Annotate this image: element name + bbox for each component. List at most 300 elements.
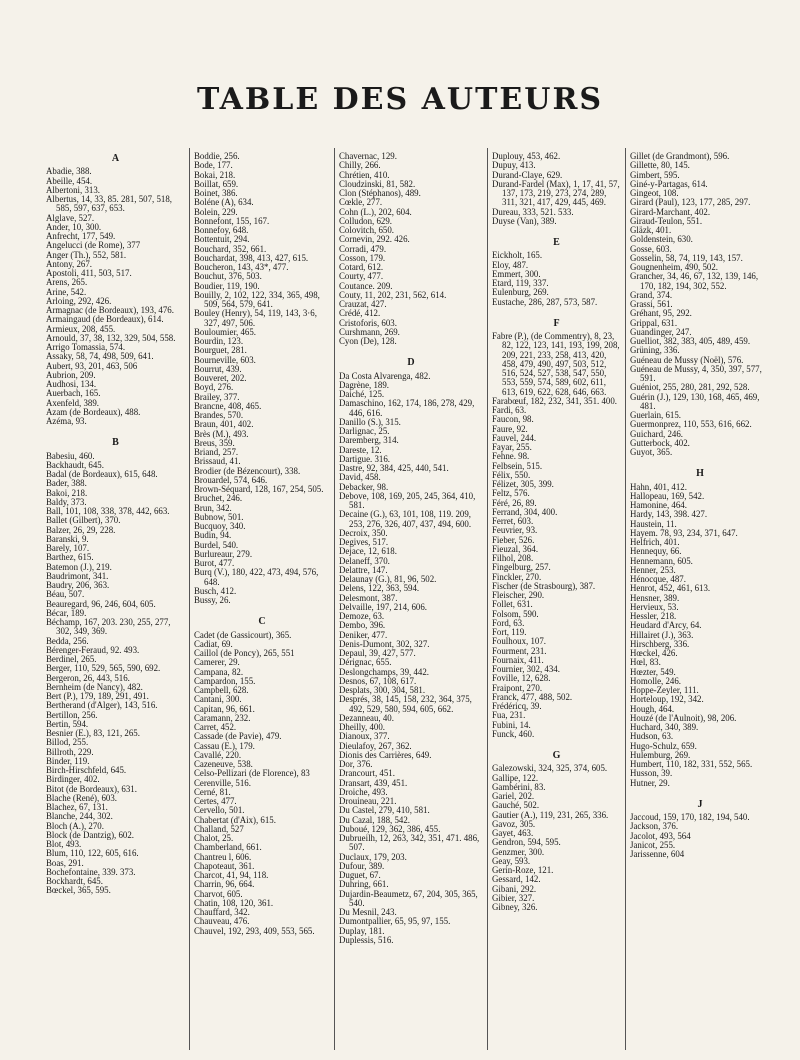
author-entry: Bonnefoy, 648. xyxy=(194,225,249,235)
author-entry: Azéma, 93. xyxy=(46,416,87,426)
author-entry: Ball, 101, 108, 338, 378, 442, 663. xyxy=(46,506,170,516)
author-entry: Auerbach, 165. xyxy=(46,388,101,399)
author-entry: Gavoz, 305. xyxy=(492,818,536,829)
author-entry: Genzmer, 300. xyxy=(492,846,545,857)
author-entry: Apostoli, 411, 503, 517. xyxy=(46,268,132,278)
author-entry: Crédé, 412. xyxy=(339,308,381,319)
author-entry: David, 458. xyxy=(339,472,381,483)
index-column-4 xyxy=(492,152,621,1052)
author-entry: Folsom, 590. xyxy=(492,608,539,619)
author-entry: Breus, 359. xyxy=(194,437,235,448)
author-entry: Courty, 477. xyxy=(339,271,384,282)
author-entry: Bécar, 189. xyxy=(46,607,87,618)
page-title: TABLE DES AUTEURS xyxy=(196,82,604,117)
author-entry: Colovitch, 650. xyxy=(339,225,394,235)
author-entry: Dupuy, 413. xyxy=(492,160,536,171)
author-entry: Bouchut, 376, 503. xyxy=(194,271,262,282)
author-entry: Depaul, 39, 427, 577. xyxy=(339,648,416,658)
author-entry: Gibier, 327. xyxy=(492,892,535,903)
author-entry: Delesmont, 387. xyxy=(339,592,398,603)
author-entry: Boinet, 386. xyxy=(194,188,238,198)
author-entry: Guichard, 246. xyxy=(630,428,683,439)
author-entry: Certes, 477. xyxy=(194,796,237,806)
author-entry: Brodier (de Bézencourt), 338. xyxy=(194,465,301,476)
author-entry: Cerenville, 516. xyxy=(194,777,251,788)
author-entry: Hensner, 389. xyxy=(630,592,680,603)
author-entry: Grand, 374. xyxy=(630,289,673,300)
author-entry: Boucheron, 143, 43*, 477. xyxy=(194,262,289,272)
author-entry: Guérin (J.), 129, 130, 168, 465, 469, 481. xyxy=(630,391,760,411)
author-entry: Gambérini, 83. xyxy=(492,781,546,792)
author-entry: Delattre, 147. xyxy=(339,564,388,575)
author-entry: Gayet, 463. xyxy=(492,828,534,838)
author-entry: Guandinger, 247. xyxy=(630,326,692,337)
author-entry: Franck, 477, 488, 502. xyxy=(492,691,573,702)
author-entry: Bakoi, 218. xyxy=(46,487,88,498)
author-entry: Gosse, 603. xyxy=(630,243,672,254)
author-entry: Faure, 92. xyxy=(492,423,528,434)
author-entry: Gréhant, 95, 292. xyxy=(630,308,692,319)
author-entry: Heudard d'Arcy, 64. xyxy=(630,620,702,631)
author-entry: Armieux, 208, 455. xyxy=(46,323,116,334)
author-entry: Baudrimont, 341. xyxy=(46,570,109,581)
author-entry: Barthez, 615. xyxy=(46,552,94,563)
author-entry: Busch, 412. xyxy=(194,585,237,596)
author-entry: Bœckel, 365, 595. xyxy=(46,885,111,896)
index-column-2 xyxy=(194,152,330,1052)
author-entry: Gillette, 80, 145. xyxy=(630,160,690,171)
author-entry: Giraud-Teulon, 551. xyxy=(630,215,703,226)
author-entry: Gingeot, 108. xyxy=(630,188,679,198)
author-entry: Arrigo Tomassia, 574. xyxy=(46,342,126,352)
author-entry: Anfrecht, 177, 549. xyxy=(46,231,116,241)
author-entry: Husson, 39. xyxy=(630,768,673,779)
author-entry: Blanche, 244, 302. xyxy=(46,811,113,822)
author-entry: Bolein, 229. xyxy=(194,206,238,217)
author-entry: Budin, 94. xyxy=(194,530,232,541)
author-entry: Cotard, 612. xyxy=(339,262,384,272)
author-entry: Bruchet, 246. xyxy=(194,493,243,504)
author-entry: Boillat, 659. xyxy=(194,178,239,189)
author-entry: Bouloumier, 465. xyxy=(194,326,257,337)
author-entry: Hirschberg, 336. xyxy=(630,638,690,649)
author-entry: Birch-Hirschfeld, 645. xyxy=(46,765,127,775)
author-entry: Dumontpallier, 65, 95, 97, 155. xyxy=(339,916,451,927)
author-entry: Bertillon, 256. xyxy=(46,709,98,720)
author-entry: Filhol, 208. xyxy=(492,553,534,563)
author-entry: Bergeron, 26, 443, 516. xyxy=(46,672,130,683)
author-entry: Gerin-Roze, 121. xyxy=(492,865,554,875)
author-entry: Funck, 460. xyxy=(492,728,535,739)
author-entry: Campbell, 628. xyxy=(194,685,249,695)
author-entry: Chavernac, 129. xyxy=(339,152,397,161)
author-entry: Degives, 517. xyxy=(339,537,389,547)
author-entry: Delaneff, 370. xyxy=(339,555,390,566)
author-entry: Huchard, 340, 389. xyxy=(630,722,699,732)
author-entry: Gallipe, 122. xyxy=(492,772,539,783)
author-entry: Dianoux, 377. xyxy=(339,731,390,742)
author-entry: Bockhardt, 645. xyxy=(46,876,103,886)
author-entry: Brissaud, 41. xyxy=(194,456,241,467)
author-entry: Bouilly, 2, 102, 122, 334, 365, 498, 509, 564, 579, 641. xyxy=(194,289,320,309)
author-entry: Chauvel, 192, 293, 409, 553, 565. xyxy=(194,925,315,936)
letter-heading: C xyxy=(258,616,266,628)
author-entry: Drouineau, 221. xyxy=(339,796,397,806)
author-entry: Fischer (de Strasbourg), 387. xyxy=(492,580,596,591)
author-entry: Anger (Th.), 552, 581. xyxy=(46,249,127,260)
author-entry: Jaccoud, 159, 170, 182, 194, 540. xyxy=(630,812,750,822)
author-entry: Danillo (S.), 315. xyxy=(339,416,401,427)
author-entry: Boudier, 119, 190. xyxy=(194,280,260,291)
author-entry: Du Castel, 279, 410, 581. xyxy=(339,805,430,816)
author-entry: Cantani, 300. xyxy=(194,694,242,705)
author-entry: Hessler, 218. xyxy=(630,611,677,621)
author-entry: Delvaille, 197, 214, 606. xyxy=(339,601,427,612)
author-entry: Fabre (P.), (de Commentry), 8, 23, 82, 122, 123, 141, 193, 199, 208, 209, 221, 233, 258, 413, 420, 458, 479, 490, 497, 503, 512, 516, 524, 527, 538, 547, 550, 553, 559, 574, 589, 602, 611, 613, 619, 622, 628, 646, 663. xyxy=(492,331,620,397)
author-entry: Dransart, 439, 451. xyxy=(339,777,408,788)
author-entry: Feltz, 576. xyxy=(492,488,530,499)
author-entry: Cazeneuve, 538. xyxy=(194,759,253,769)
author-entry: Guelliot, 382, 383, 405, 489, 459. xyxy=(630,336,751,346)
author-entry: Albertoni, 313. xyxy=(46,184,100,195)
author-entry: Finckler, 270. xyxy=(492,571,542,582)
author-entry: Hudson, 63. xyxy=(630,731,674,742)
author-entry: Burot, 477. xyxy=(194,558,235,568)
author-entry: Dionis des Carrières, 649. xyxy=(339,749,432,760)
author-entry: Bussy, 26. xyxy=(194,595,231,605)
author-entry: Gosselin, 58, 74, 119, 143, 157. xyxy=(630,252,743,263)
author-entry: Chamberland, 661. xyxy=(194,842,262,853)
author-entry: Fua, 231. xyxy=(492,710,526,721)
author-entry: Dor, 376. xyxy=(339,759,373,769)
author-entry: Gutterbock, 402. xyxy=(630,437,690,448)
author-entry: Assaky, 58, 74, 498, 509, 641. xyxy=(46,351,154,362)
index-column-3 xyxy=(339,152,483,1052)
author-entry: Bertherand (d'Alger), 143, 516. xyxy=(46,700,158,711)
letter-heading: J xyxy=(697,798,703,810)
author-entry: Fournier, 302, 434. xyxy=(492,664,560,674)
author-entry: Fayar, 255. xyxy=(492,442,532,452)
author-entry: Decroix, 350. xyxy=(339,527,388,538)
author-entry: Armagnac (de Bordeaux), 193, 476. xyxy=(46,305,174,315)
author-entry: Chantreu l, 606. xyxy=(194,851,252,862)
author-entry: Blot, 493. xyxy=(46,839,82,849)
author-entry: Haustein, 11. xyxy=(630,518,677,529)
author-entry: Daremberg, 314. xyxy=(339,435,399,446)
author-entry: Henrot, 452, 461, 613. xyxy=(630,583,711,594)
author-entry: Beauregard, 96, 246, 604, 605. xyxy=(46,598,156,609)
author-entry: Hœckel, 426. xyxy=(630,648,678,658)
author-entry: Aubrion, 209. xyxy=(46,369,96,380)
author-entry: Bouley (Henry), 54, 119, 143, 3·6, 327, 497, 506. xyxy=(194,308,317,328)
author-entry: Hamonine, 464. xyxy=(630,500,687,510)
author-entry: Foville, 12, 628. xyxy=(492,673,551,684)
author-entry: Boléne (A), 634. xyxy=(194,197,254,208)
author-entry: Ford, 63. xyxy=(492,617,525,628)
author-entry: Chauveau, 476. xyxy=(194,916,250,927)
author-entry: Ferrand, 304, 400. xyxy=(492,506,558,517)
author-entry: Dérignac, 655. xyxy=(339,657,392,668)
author-entry: Gibney, 326. xyxy=(492,902,538,912)
author-entry: Burdel, 540. xyxy=(194,539,239,550)
author-entry: Chabertat (d'Aix), 615. xyxy=(194,814,276,825)
author-entry: Hallopeau, 169, 542. xyxy=(630,490,705,501)
author-entry: Chapoteaut, 361. xyxy=(194,860,255,871)
author-entry: Coutance. 209. xyxy=(339,280,393,291)
author-entry: Azam (de Bordeaux), 488. xyxy=(46,406,141,417)
author-entry: Blum, 110, 122, 605, 616. xyxy=(46,848,139,859)
author-entry: Hervieux, 53. xyxy=(630,601,679,612)
author-entry: Eickholt, 165. xyxy=(492,250,543,261)
author-entry: Cosson, 179. xyxy=(339,252,386,263)
author-entry: Bader, 388. xyxy=(46,478,87,489)
author-entry: Dujardin-Beaumetz, 67, 204, 305, 365, 540. xyxy=(339,888,478,908)
author-entry: Ander, 10, 300. xyxy=(46,221,102,232)
author-entry: Billroth, 229. xyxy=(46,746,94,757)
author-entry: Dureau, 333, 521. 533. xyxy=(492,206,574,217)
author-entry: Angelucci (de Rome), 377 xyxy=(46,240,141,251)
author-entry: Hœl, 83. xyxy=(630,657,661,668)
author-entry: Duhring, 661. xyxy=(339,879,389,890)
author-entry: Billod, 255. xyxy=(46,737,89,748)
author-entry: Ballet (Gilbert), 370. xyxy=(46,515,121,526)
author-entry: Ferret, 603. xyxy=(492,516,534,526)
author-entry: Gessard, 142. xyxy=(492,874,541,885)
author-entry: Celso-Pellizari (de Florence), 83 xyxy=(194,768,310,779)
author-entry: Chrétien, 410. xyxy=(339,169,390,180)
author-entry: Fieuzal, 364. xyxy=(492,543,539,554)
author-entry: Faucon, 98. xyxy=(492,414,534,425)
author-entry: Bokai, 218. xyxy=(194,169,236,180)
author-entry: Challand, 527 xyxy=(194,823,244,834)
author-entry: Jacolot, 493, 564 xyxy=(630,830,691,841)
author-entry: Hutner, 29. xyxy=(630,777,670,788)
author-entry: Guerlain, 615. xyxy=(630,410,682,420)
author-entry: Farabœuf, 182, 232, 341, 351. 400. xyxy=(492,395,617,406)
author-entry: Block (de Dantzig), 602. xyxy=(46,829,134,840)
author-entry: Batemon (J.), 219. xyxy=(46,561,112,572)
author-entry: Bernheim (de Nancy), 482. xyxy=(46,681,143,692)
author-entry: Cœkle, 277. xyxy=(339,197,383,208)
author-entry: Du Mesnil, 243. xyxy=(339,907,397,917)
author-entry: Antony, 267. xyxy=(46,258,93,269)
author-entry: Chatin, 108, 120, 361. xyxy=(194,897,274,908)
author-entry: Bouchard, 352, 661. xyxy=(194,243,267,254)
author-entry: Brouardel, 574, 646. xyxy=(194,474,268,485)
author-entry: Hennequy, 66. xyxy=(630,546,682,557)
author-entry: Charvot, 605. xyxy=(194,888,243,899)
author-entry: Etard, 119, 337. xyxy=(492,278,549,288)
letter-heading: E xyxy=(553,237,560,248)
author-entry: Desplats, 300, 304, 581. xyxy=(339,685,426,695)
letter-heading: H xyxy=(696,468,704,480)
author-entry: Cerné, 81. xyxy=(194,786,231,797)
author-entry: Bonnefont, 155, 167. xyxy=(194,215,270,226)
author-entry: Eustache, 286, 287, 573, 587. xyxy=(492,296,598,307)
author-entry: Grassi, 561. xyxy=(630,299,673,309)
author-entry: Debacker, 98. xyxy=(339,481,389,492)
author-entry: Grippal, 631. xyxy=(630,317,678,328)
author-entry: Bert (P.), 179, 189, 291, 491. xyxy=(46,691,149,701)
author-entry: Couty, 11, 202, 231, 562, 614. xyxy=(339,289,447,300)
author-entry: Crauzat, 427. xyxy=(339,299,387,309)
author-entry: Dufour, 389. xyxy=(339,860,385,871)
author-entry: Gautier (A.), 119, 231, 265, 336. xyxy=(492,809,609,820)
author-entry: Arloing, 292, 426. xyxy=(46,295,112,306)
author-entry: Hoppe-Zeyler, 111. xyxy=(630,685,699,695)
author-entry: Carret, 452. xyxy=(194,722,237,732)
author-entry: Duplay, 181. xyxy=(339,925,385,936)
author-entry: Arine, 542. xyxy=(46,286,87,297)
author-entry: Burq (V.), 180, 422, 473, 494, 576, 648. xyxy=(194,567,319,587)
author-entry: Bourguet, 281. xyxy=(194,345,247,356)
author-entry: Hough, 464. xyxy=(630,703,675,714)
author-entry: Emmert, 300. xyxy=(492,268,541,279)
author-entry: Dejace, 12, 618. xyxy=(339,546,397,557)
author-entry: Curshmann, 269. xyxy=(339,326,400,337)
author-entry: Gläzk, 401. xyxy=(630,225,672,235)
author-entry: Goldenstein, 630. xyxy=(630,234,693,245)
author-entry: Frédéricq, 39. xyxy=(492,701,542,711)
author-entry: Janicot, 255. xyxy=(630,839,676,850)
author-entry: Gariel, 202. xyxy=(492,791,535,801)
author-entry: Dieulafoy, 267, 362. xyxy=(339,740,412,751)
author-entry: Darlignac, 25. xyxy=(339,426,390,436)
author-entry: Boas, 291. xyxy=(46,857,84,868)
author-entry: Bochefontaine, 339. 373. xyxy=(46,866,136,877)
author-entry: Dartigue. 316. xyxy=(339,453,391,464)
author-entry: Duplouy, 453, 462. xyxy=(492,152,561,161)
author-entry: Audhosi, 134. xyxy=(46,379,97,389)
author-entry: Drancourt, 451. xyxy=(339,768,395,779)
author-entry: Fieber, 526. xyxy=(492,534,535,545)
author-entry: Bitot (de Bordeaux), 631. xyxy=(46,783,137,794)
author-entry: Hardy, 143, 398. 427. xyxy=(630,509,708,520)
author-entry: Briand, 257. xyxy=(194,447,239,457)
author-entry: Bloch (A.), 270. xyxy=(46,820,104,831)
author-entry: Gendron, 594, 595. xyxy=(492,837,561,848)
author-entry: Debove, 108, 169, 205, 245, 364, 410, 581. xyxy=(339,490,476,510)
author-entry: Bourrut, 439. xyxy=(194,363,242,374)
author-entry: Girard-Marchant, 402. xyxy=(630,206,711,217)
author-entry: Delens, 122, 363, 594. xyxy=(339,583,420,594)
author-entry: Bourneville, 603. xyxy=(194,354,256,365)
author-entry: Cassau (E.), 179. xyxy=(194,740,255,751)
author-entry: Dagrène, 189. xyxy=(339,379,390,390)
author-entry: Bode, 177. xyxy=(194,160,233,171)
author-entry: Balzer, 26, 29, 228. xyxy=(46,524,116,535)
author-entry: Fubini, 14. xyxy=(492,719,531,730)
author-entry: Hœzter, 549. xyxy=(630,666,676,677)
author-entry: Clon (Stéphanos), 489. xyxy=(339,188,421,198)
author-entry: Campardon, 155. xyxy=(194,675,256,686)
author-entry: Féré, 26, 89. xyxy=(492,497,537,508)
author-entry: Duguet, 67. xyxy=(339,870,381,880)
author-entry: Deniker, 477. xyxy=(339,629,388,640)
author-entry: Eloy, 487. xyxy=(492,259,529,270)
author-entry: Chauffard, 342. xyxy=(194,907,250,917)
author-entry: Cyon (De), 128. xyxy=(339,336,397,346)
author-entry: Fourment, 231. xyxy=(492,645,547,656)
author-entry: Droiche, 493. xyxy=(339,786,388,797)
author-entry: Brancne, 408, 465. xyxy=(194,400,262,411)
author-entry: Brandes, 570. xyxy=(194,410,244,420)
author-entry: Bouveret, 202. xyxy=(194,373,247,383)
author-entry: Henner, 253. xyxy=(630,564,676,575)
author-entry: Baudry, 206, 363. xyxy=(46,580,110,590)
author-entry: Hennemann, 605. xyxy=(630,555,693,566)
author-entry: Guéniot, 255, 280, 281, 292, 528. xyxy=(630,382,750,393)
author-entry: Axenfeld, 389. xyxy=(46,397,99,408)
author-entry: Félix, 550. xyxy=(492,469,531,480)
author-entry: Aubert, 93, 201, 463, 506 xyxy=(46,360,138,371)
author-entry: Colludon, 629. xyxy=(339,215,393,226)
author-entry: Helfrich, 401. xyxy=(630,537,680,547)
author-entry: Bottentuit, 294. xyxy=(194,234,250,245)
author-entry: Dareste, 12. xyxy=(339,444,382,455)
author-entry: Duclaux, 179, 203. xyxy=(339,851,407,862)
author-entry: Guéneau de Mussy, 4, 350, 397, 577, 591. xyxy=(630,363,762,383)
author-entry: Fardi, 63. xyxy=(492,405,527,415)
author-entry: Cadet (de Gassicourt), 365. xyxy=(194,629,292,640)
author-entry: Badal (de Bordeaux), 615, 648. xyxy=(46,469,158,479)
author-entry: Gougnenheim, 490, 502. xyxy=(630,262,719,272)
author-entry: Fingelburg, 257. xyxy=(492,562,551,573)
index-column-5 xyxy=(630,152,770,1052)
author-entry: Bubnow, 501. xyxy=(194,511,244,522)
author-entry: Duboué, 129, 362, 386, 455. xyxy=(339,823,441,834)
author-entry: Cavallé, 220. xyxy=(194,749,242,760)
author-entry: Fournaix, 411. xyxy=(492,654,544,665)
author-entry: Fleischer, 290. xyxy=(492,590,545,600)
author-entry: Gibani, 292. xyxy=(492,883,537,894)
author-entry: Daiché, 125. xyxy=(339,389,385,399)
author-entry: Girard (Paul), 123, 177, 285, 297. xyxy=(630,197,751,208)
author-entry: Baldy, 373. xyxy=(46,496,87,507)
author-entry: Cornevin, 292. 426. xyxy=(339,234,410,245)
author-entry: Cloudzinski, 81, 582. xyxy=(339,178,416,189)
author-entry: Chilly, 266. xyxy=(339,160,381,171)
author-entry: Chalot, 25. xyxy=(194,833,234,843)
author-entry: Decaine (G.), 63, 101, 108, 119. 209, 253, 276, 326, 407, 437, 494, 600. xyxy=(339,509,472,529)
author-entry: Baranski, 9. xyxy=(46,533,89,544)
author-entry: Brun, 342. xyxy=(194,502,232,513)
author-entry: Boyd, 276. xyxy=(194,382,234,393)
author-entry: Horteloup, 192, 342. xyxy=(630,694,704,705)
author-entry: Humbert, 110, 182, 331, 552, 565. xyxy=(630,759,753,769)
author-entry: Després, 38, 145, 158, 232, 364, 375, 492, 529, 580, 594, 605, 662. xyxy=(339,694,472,714)
author-entry: Hulemburg, 269. xyxy=(630,749,691,760)
author-entry: Gimbert, 595. xyxy=(630,169,680,180)
author-entry: Camerer, 29. xyxy=(194,657,240,668)
author-entry: Boddie, 256. xyxy=(194,152,240,161)
author-entry: Fraipont, 270. xyxy=(492,682,543,693)
author-entry: Besnier (E.), 83, 121, 265. xyxy=(46,728,140,738)
author-entry: Brown-Séquard, 128, 167, 254, 505. xyxy=(194,484,324,494)
author-entry: Gillet (de Grandmont), 596. xyxy=(630,152,730,161)
author-entry: Albertus, 14, 33, 85. 281, 507, 518, 585, 597, 637, 653. xyxy=(46,194,172,214)
author-entry: Berger, 110, 529, 565, 590, 692. xyxy=(46,663,161,674)
author-entry: Hahn, 401, 412. xyxy=(630,481,687,492)
author-entry: Dheilly, 400. xyxy=(339,722,386,732)
author-entry: Demoze, 63. xyxy=(339,611,385,621)
author-entry: Hénocque, 487. xyxy=(630,574,686,584)
author-entry: Foulhoux, 107. xyxy=(492,636,546,647)
author-entry: Eulenburg, 269. xyxy=(492,287,549,298)
author-entry: Binder, 119. xyxy=(46,755,90,766)
author-entry: Bedda, 256. xyxy=(46,635,89,646)
author-entry: Denis-Dumont, 302, 327. xyxy=(339,638,430,649)
